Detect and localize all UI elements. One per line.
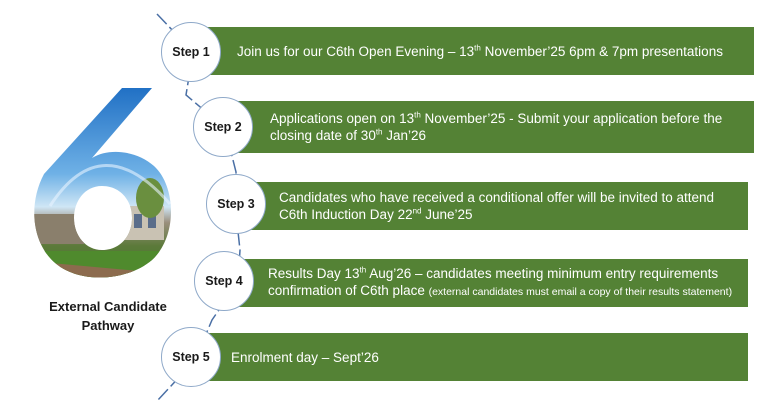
step-3-text-part: nd (412, 206, 422, 216)
step-3-label: Step 3 (217, 197, 255, 211)
step-4-text-part: th (359, 265, 367, 275)
step-2-text (270, 110, 742, 144)
caption-line-1: External Candidate (49, 299, 167, 314)
step-1-text (237, 43, 723, 60)
sixth-form-6-logo (30, 86, 175, 281)
step-4-circle (194, 251, 254, 311)
step-2-label: Step 2 (204, 120, 242, 134)
step-4-text (268, 265, 742, 301)
step-4-bar (222, 259, 748, 307)
step-4-text-part: Results Day 13 (268, 266, 360, 281)
caption-line-2: Pathway (81, 318, 135, 333)
step-5-circle (161, 327, 221, 387)
step-3-text (279, 189, 734, 223)
step-4-text-part: Aug’26 – candidates meeting minimum entry requirements confirmation of C6th place (268, 266, 719, 298)
step-4-label: Step 4 (205, 274, 243, 288)
step-2-text-part: th (375, 127, 383, 137)
step-1-text-part: th (474, 43, 481, 52)
step-1-text-part: Join us for our C6th Open Evening – 13 (237, 43, 475, 59)
step-3-bar (234, 182, 748, 230)
step-5-label: Step 5 (172, 350, 210, 364)
step-4-text-part: (external candidates must email a copy of their results statement) (428, 286, 733, 298)
pathway-caption (32, 297, 184, 335)
step-2-bar (222, 101, 754, 153)
step-5-text-part: Enrolment day – Sept’26 (231, 349, 379, 365)
step-1-text-part: November’25 6pm & 7pm presentations (480, 43, 723, 59)
step-5-bar (190, 333, 748, 381)
step-2-text-part: Applications open on 13 (270, 111, 415, 126)
step-1-label: Step 1 (172, 45, 210, 59)
step-2-text-part: th (414, 110, 421, 120)
step-1-circle (161, 22, 221, 82)
step-3-text-part: Candidates who have received a conditional offer will be invited to attend C6th Induction Day 22 (279, 190, 715, 222)
step-5-text (231, 349, 379, 366)
step-2-text-part: November’25 - Submit your application before the closing date of 30 (270, 111, 723, 143)
step-2-text-part: Jan’26 (382, 128, 427, 143)
step-1-bar (190, 27, 754, 75)
step-3-text-part: June’25 (421, 207, 473, 222)
step-2-circle (193, 97, 253, 157)
step-3-circle (206, 174, 266, 234)
